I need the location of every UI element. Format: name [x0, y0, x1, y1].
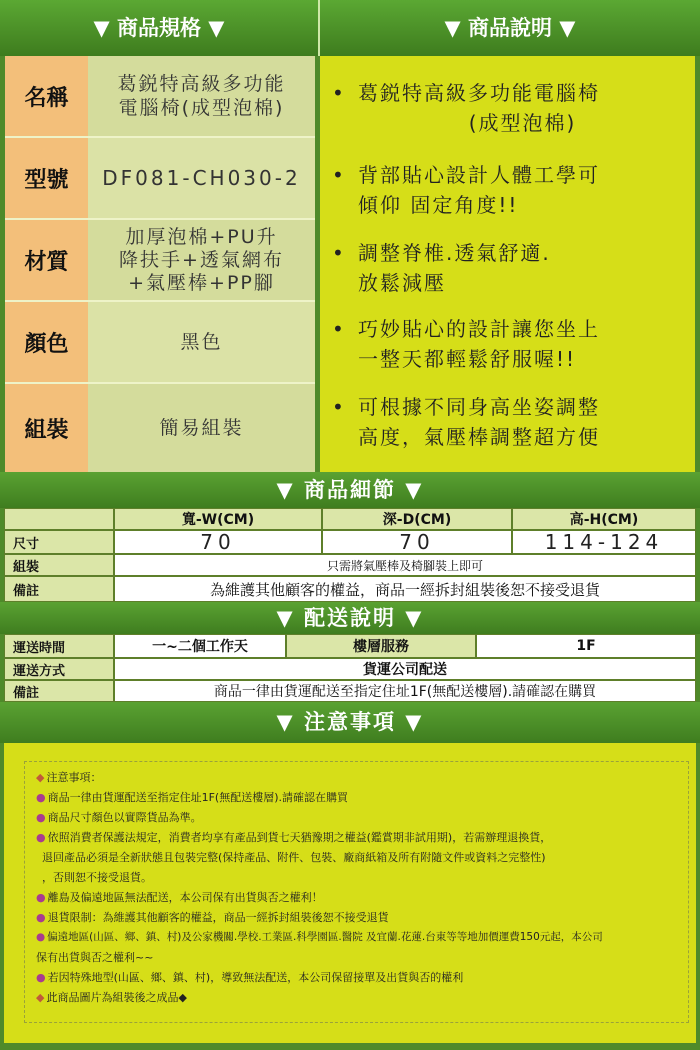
description-line: 一整天都輕鬆舒服喔!!	[358, 347, 577, 371]
notice-line	[36, 909, 389, 925]
notice-text: 保有出貨與否之權利~~	[36, 951, 154, 964]
description-line: 可根據不同身高坐姿調整	[358, 395, 600, 419]
notice-text: 退回產品必須是全新狀態且包裝完整(保持產品、附件、包裝、廠商紙箱及所有附隨文件或資料之完整性)	[42, 851, 546, 864]
spec-row-assembly	[5, 384, 315, 472]
notice-title: ▼ 注意事項 ▼	[276, 710, 424, 734]
spec-label: 型號	[5, 138, 88, 218]
bullet-icon: ●	[36, 811, 46, 824]
spec-row-name	[5, 56, 315, 138]
bullet-icon: ●	[36, 891, 46, 904]
diamond-icon: ◆	[36, 991, 45, 1004]
notice-panel	[4, 743, 696, 1043]
description-line: 葛鋭特高級多功能電腦椅	[358, 81, 600, 105]
notice-line	[36, 949, 153, 965]
notice-line	[36, 769, 101, 785]
details-title: ▼ 商品細節 ▼	[276, 478, 424, 502]
notice-text: 注意事項：	[46, 771, 102, 784]
details-title-band	[0, 472, 700, 508]
spec-row-color	[5, 302, 315, 384]
description-item	[332, 238, 687, 298]
notice-line	[36, 929, 603, 944]
spec-label: 材質	[5, 220, 88, 300]
bullet-icon: ●	[36, 791, 46, 804]
description-line: 高度，氣壓棒調整超方便	[358, 425, 600, 449]
assembly-label: 組裝	[4, 554, 114, 576]
spec-table	[5, 56, 315, 472]
spec-row-material	[5, 220, 315, 302]
delivery-note-label: 備註	[4, 680, 114, 702]
description-item	[332, 78, 687, 138]
col-depth-header: 深-D(CM)	[322, 508, 512, 530]
spec-row-model	[5, 138, 315, 220]
delivery-title: ▼ 配送說明 ▼	[276, 606, 424, 630]
notice-line	[36, 829, 551, 845]
notice-text: 若因特殊地型(山區、鄉、鎮、村)，導致無法配送，本公司保留接單及出貨與否的權利	[47, 971, 464, 984]
notice-text: 此商品圖片為組裝後之成品◆	[46, 991, 187, 1004]
col-height-header: 高-H(CM)	[512, 508, 696, 530]
bullet-icon: •	[332, 81, 346, 105]
floor-service-value: 1F	[476, 634, 696, 658]
bullet-icon: ●	[36, 911, 46, 924]
bullet-icon: ●	[36, 931, 46, 943]
description-title: ▼ 商品說明 ▼	[444, 16, 576, 40]
details-corner-cell	[4, 508, 114, 530]
notice-line	[42, 869, 152, 885]
spec-value: DF081-CH030-2	[88, 138, 315, 218]
description-line: (成型泡棉)	[468, 111, 577, 135]
notice-text: 退貨限制：為維護其他顧客的權益，商品一經拆封組裝後恕不接受退貨	[47, 911, 389, 924]
description-line: 放鬆減壓	[358, 271, 446, 295]
spec-label: 名稱	[5, 56, 88, 136]
bullet-icon: •	[332, 317, 346, 341]
delivery-table	[4, 634, 696, 702]
description-line: 背部貼心設計人體工學可	[358, 163, 600, 187]
notice-text: ，否則恕不接受退貨。	[42, 871, 152, 884]
details-table	[4, 508, 696, 602]
description-item	[332, 314, 687, 374]
notice-text: 偏遠地區(山區、鄉、鎮、村)及公家機關.學校.工業區.科學園區.醫院 及宜蘭.花蓮.台東等等地加價運費150元起，本公司	[47, 931, 603, 943]
depth-value: 70	[322, 530, 512, 554]
delivery-method-value: 貨運公司配送	[114, 658, 696, 680]
description-line: 巧妙貼心的設計讓您坐上	[358, 317, 600, 341]
details-note-value: 為維護其他顧客的權益，商品一經拆封組裝後恕不接受退貨	[114, 576, 696, 602]
delivery-method-label: 運送方式	[4, 658, 114, 680]
notice-line	[36, 969, 463, 985]
assembly-value: 只需將氣壓棒及椅腳裝上即可	[114, 554, 696, 576]
notice-text: 商品尺寸顏色以實際貨品為準。	[47, 811, 202, 824]
width-value: 70	[114, 530, 322, 554]
bullet-icon: •	[332, 395, 346, 419]
spec-value: 加厚泡棉+PU升 降扶手+透氣網布 +氣壓棒+PP腳	[88, 220, 315, 300]
description-panel	[320, 56, 695, 472]
bullet-icon: ●	[36, 831, 46, 844]
delivery-note-value: 商品一律由貨運配送至指定住址1F(無配送樓層).請確認在購買	[114, 680, 696, 702]
spec-title: ▼ 商品規格 ▼	[93, 16, 225, 40]
description-item	[332, 160, 687, 220]
size-label: 尺寸	[4, 530, 114, 554]
spec-header	[0, 0, 700, 56]
notice-text: 商品一律由貨運配送至指定住址1F(無配送樓層).請確認在購買	[47, 791, 349, 804]
spec-value: 黑色	[88, 302, 315, 382]
notice-text: 依照消費者保護法規定，消費者均享有產品到貨七天猶豫期之權益(鑑賞期非試用期)，若需辦理退換貨，	[47, 831, 552, 844]
delivery-time-value: 一~二個工作天	[114, 634, 286, 658]
delivery-time-label: 運送時間	[4, 634, 114, 658]
spec-value: 葛鋭特高級多功能 電腦椅(成型泡棉)	[88, 56, 315, 136]
description-line: 傾仰 固定角度!!	[358, 193, 519, 217]
description-item	[332, 392, 687, 452]
floor-service-label: 樓層服務	[286, 634, 476, 658]
bullet-icon: •	[332, 163, 346, 187]
bullet-icon: •	[332, 241, 346, 265]
notice-line	[36, 789, 348, 805]
notice-line	[36, 889, 323, 905]
notice-line	[36, 809, 202, 825]
col-width-header: 寬-W(CM)	[114, 508, 322, 530]
spec-value: 簡易組裝	[88, 384, 315, 472]
description-line: 調整脊椎.透氣舒適.	[358, 241, 551, 265]
details-note-label: 備註	[4, 576, 114, 602]
height-value: 114-124	[512, 530, 696, 554]
bullet-icon: ●	[36, 971, 46, 984]
spec-label: 組裝	[5, 384, 88, 472]
notice-text: 離島及偏遠地區無法配送，本公司保有出貨與否之權利！	[47, 891, 323, 904]
notice-title-band	[0, 702, 700, 743]
diamond-icon: ◆	[36, 771, 45, 784]
notice-line	[42, 849, 546, 865]
notice-line	[36, 989, 187, 1005]
spec-label: 顏色	[5, 302, 88, 382]
delivery-title-band	[0, 602, 700, 634]
